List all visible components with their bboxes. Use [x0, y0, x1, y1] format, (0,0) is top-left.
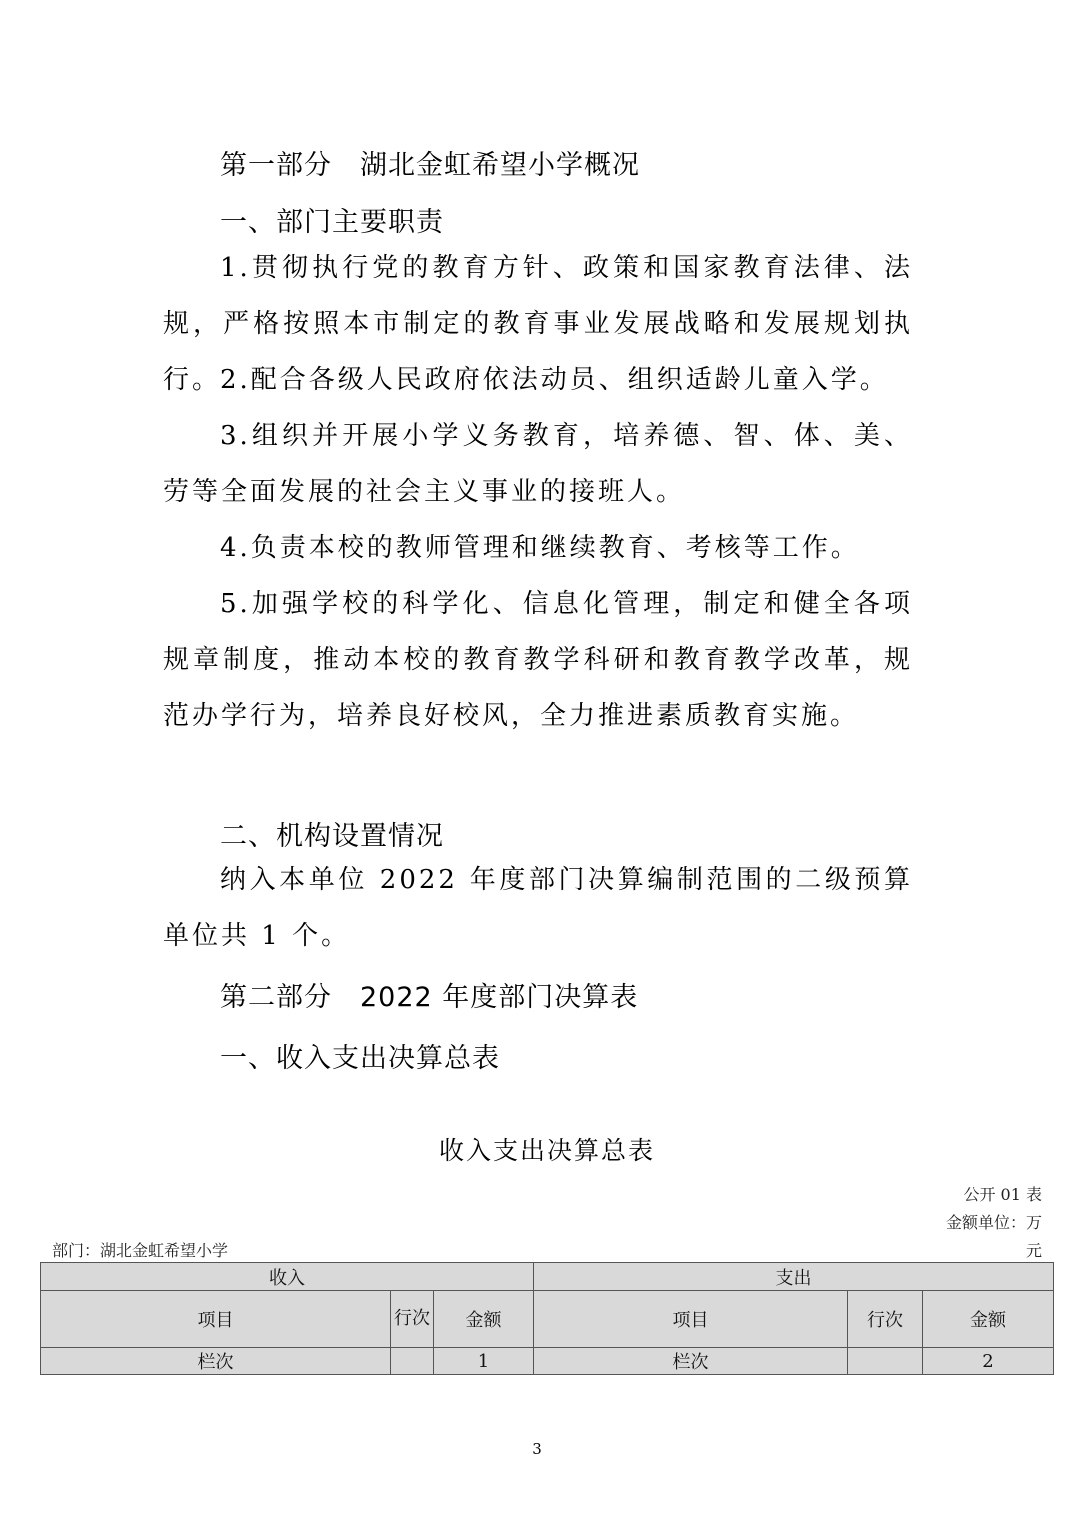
col-row-expense: 行次 [848, 1291, 923, 1348]
col-amount-expense: 金额 [923, 1291, 1054, 1348]
income-header: 收入 [41, 1263, 534, 1291]
col-amount-income: 金额 [434, 1291, 534, 1348]
row-label-expense: 栏次 [534, 1348, 848, 1375]
duty-paragraph-5: 5.加强学校的科学化、信息化管理，制定和健全各项规章制度，推动本校的教育教学科研和教育教学改革，规范办学行为，培养良好校风，全力推进素质教育实施。 [163, 589, 913, 731]
table-header-row [41, 1263, 1054, 1291]
form-number: 公开 01 表 [963, 1185, 1042, 1204]
col-item-expense: 项目 [534, 1291, 848, 1348]
row-empty-income [391, 1348, 434, 1375]
row-value-expense: 2 [923, 1348, 1054, 1375]
part1-title: 第一部分 湖北金虹希望小学概况 [220, 150, 640, 181]
budget-summary-table [40, 1262, 1054, 1375]
duty-paragraph-3: 3.组织并开展小学义务教育，培养德、智、体、美、劳等全面发展的社会主义事业的接班人。 [163, 421, 913, 507]
table-column-row [41, 1291, 1054, 1348]
section-heading-organization: 二、机构设置情况 [220, 821, 444, 852]
organization-paragraph: 纳入本单位 2022 年度部门决算编制范围的二级预算单位共 1 个。 [163, 865, 913, 951]
duty-paragraph-4: 4.负责本校的教师管理和继续教育、考核等工作。 [220, 533, 860, 563]
part2-title: 第二部分 2022 年度部门决算表 [220, 982, 639, 1013]
page-number: 3 [532, 1440, 542, 1458]
row-empty-expense [848, 1348, 923, 1375]
unit-label-line1: 金额单位：万 [945, 1213, 1042, 1232]
duty-paragraph-1: 1.贯彻执行党的教育方针、政策和国家教育法律、法规，严格按照本市制定的教育事业发展战略和发展规划执行。 [163, 253, 913, 395]
section-heading-duties: 一、部门主要职责 [220, 207, 444, 238]
section-heading-summary: 一、收入支出决算总表 [220, 1043, 500, 1074]
unit-label-line2: 元 [1025, 1241, 1042, 1260]
table-title: 收入支出决算总表 [438, 1136, 655, 1165]
col-item-income: 项目 [41, 1291, 391, 1348]
col-row-income: 行次 [391, 1291, 434, 1348]
expense-header: 支出 [534, 1263, 1054, 1291]
row-label-income: 栏次 [41, 1348, 391, 1375]
row-value-income: 1 [434, 1348, 534, 1375]
table-row [41, 1348, 1054, 1375]
department-label: 部门：湖北金虹希望小学 [52, 1241, 229, 1260]
duty-paragraph-2: 2.配合各级人民政府依法动员、组织适龄儿童入学。 [220, 365, 889, 395]
